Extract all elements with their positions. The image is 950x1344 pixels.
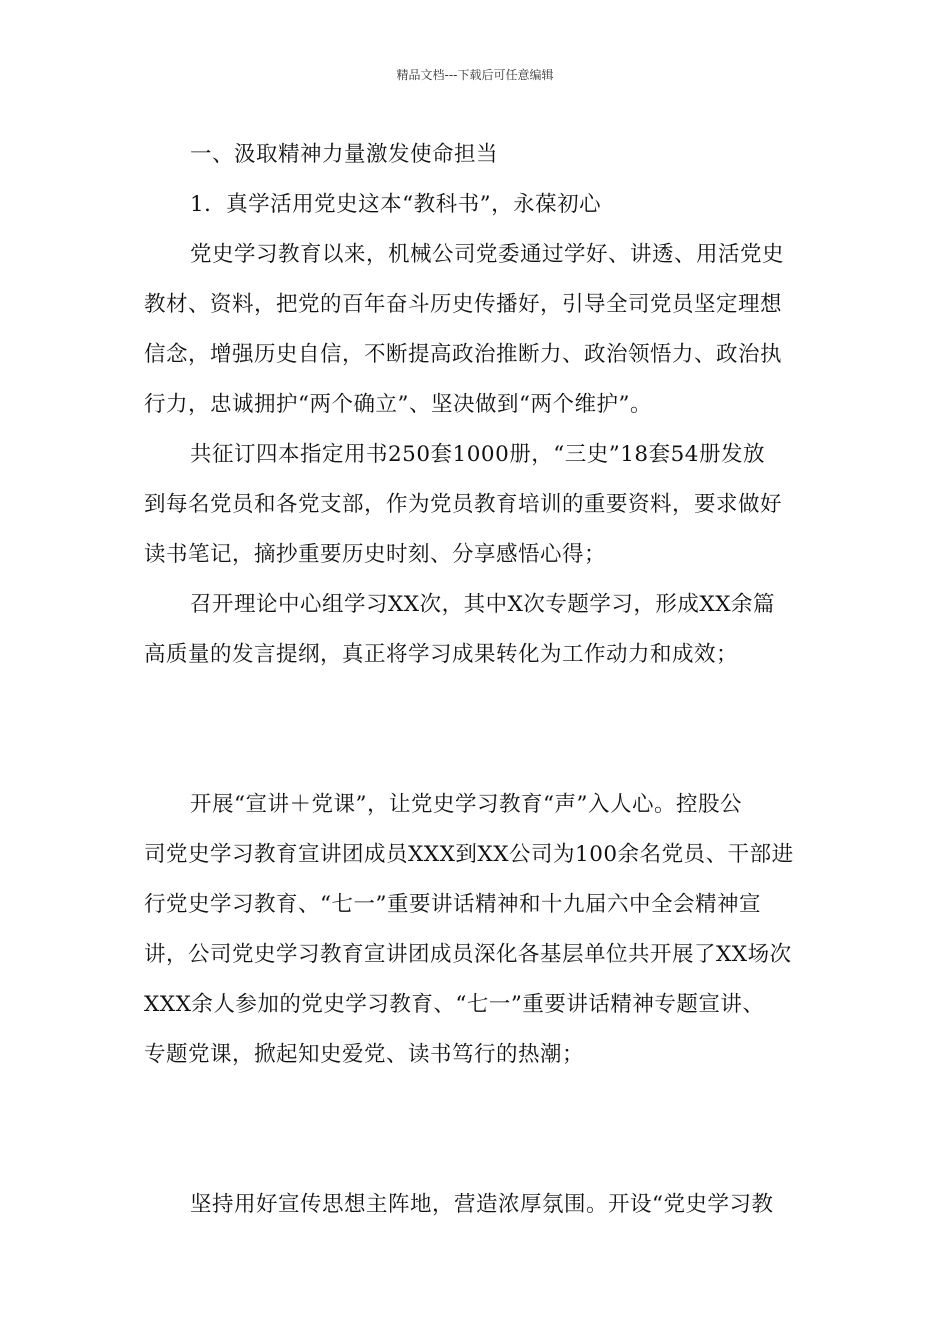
paragraph-line: 读书笔记，摘抄重要历史时刻、分享感悟心得；: [144, 542, 607, 567]
paragraph-line: XXX余人参加的党史学习教育、“七一”重要讲话精神专题宣讲、: [144, 992, 765, 1017]
paragraph-line: 行党史学习教育、“七一”重要讲话精神和十九届六中全会精神宣: [144, 892, 761, 917]
blank-space: [144, 680, 814, 780]
paragraph-line: 讲，公司党史学习教育宣讲团成员深化各基层单位共开展了XX场次: [144, 942, 792, 967]
page-header: 精品文档---下载后可任意编辑: [396, 68, 554, 82]
paragraph-line: 坚持用好宣传思想主阵地，营造浓厚氛围。开设“党史学习教: [190, 1192, 774, 1217]
document-body: [144, 130, 814, 1230]
paragraph-3: [144, 580, 814, 680]
paragraph-1: [144, 230, 814, 430]
section-heading: 一、汲取精神力量激发使命担当: [190, 142, 499, 167]
paragraph-line: 司党史学习教育宣讲团成员XXX到XX公司为100余名党员、干部进: [144, 842, 794, 867]
paragraph-4: [144, 780, 814, 1080]
paragraph-line: 共征订四本指定用书250套1000册，“三史”18套54册发放: [190, 442, 765, 467]
paragraph-line: 行力，忠诚拥护“两个确立”、坚决做到“两个维护”。: [144, 392, 652, 417]
paragraph-5: [144, 1180, 814, 1230]
blank-space: [144, 1080, 814, 1180]
paragraph-line: 信念，增强历史自信，不断提高政治推断力、政治领悟力、政治执: [144, 342, 783, 367]
paragraph-line: 到每名党员和各党支部，作为党员教育培训的重要资料，要求做好: [144, 492, 783, 517]
paragraph-line: 教材、资料，把党的百年奋斗历史传播好，引导全司党员坚定理想: [144, 292, 783, 317]
paragraph-line: 高质量的发言提纲，真正将学习成果转化为工作动力和成效；: [144, 642, 739, 667]
paragraph-line: 专题党课，掀起知史爱党、读书笃行的热潮；: [144, 1042, 585, 1067]
paragraph-line: 党史学习教育以来，机械公司党委通过学好、讲透、用活党史: [190, 242, 785, 267]
paragraph-line: 召开理论中心组学习XX次，其中X次专题学习，形成XX余篇: [190, 592, 776, 617]
subsection-heading: 1．真学活用党史这本“教科书”，永葆初心: [190, 192, 602, 217]
paragraph-line: 开展“宣讲＋党课”，让党史学习教育“声”入人心。控股公: [190, 792, 742, 817]
paragraph-2: [144, 430, 814, 580]
